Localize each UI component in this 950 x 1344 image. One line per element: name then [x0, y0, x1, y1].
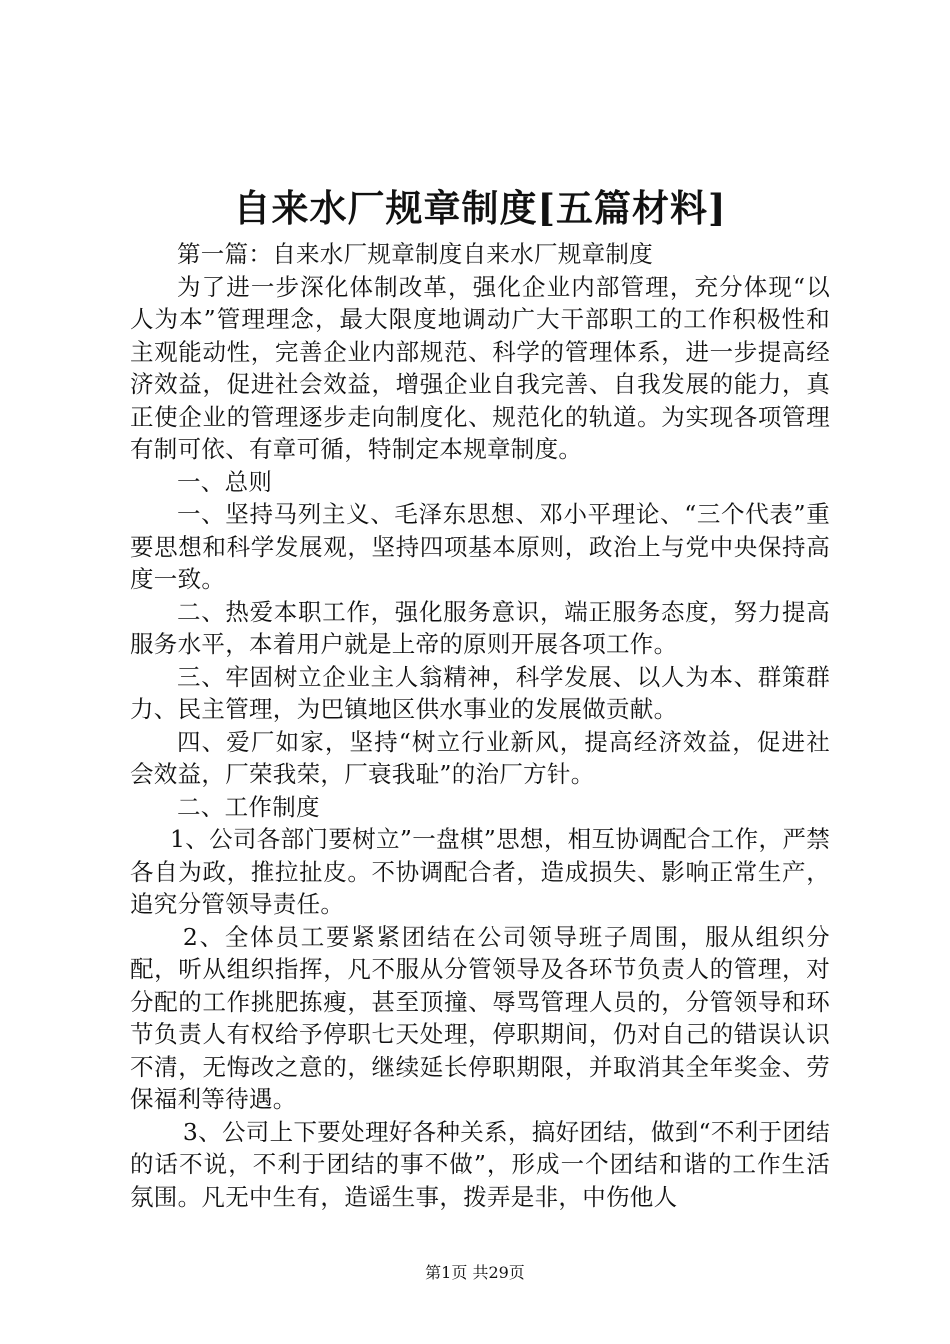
document-body — [130, 238, 830, 1213]
work-rule-2: 2、全体员工要紧紧团结在公司领导班子周围，服从组织分配，听从组织指挥，凡不服从分管领导及各环节负责人的管理，对分配的工作挑肥拣瘦，甚至顶撞、辱骂管理人员的，分管领导和环节负责人有权给予停职七天处理，停职期间，仍对自己的错误认识不清，无悔改之意的，继续延长停职期限，并取消其全年奖金、劳保福利等待遇。 — [130, 922, 830, 1113]
general-item-3: 三、牢固树立企业主人翁精神，科学发展、以人为本、群策群力、民主管理，为巴镇地区供水事业的发展做贡献。 — [130, 662, 830, 723]
section-heading-work-rules: 二、工作制度 — [177, 792, 320, 821]
section-heading-part-one: 第一篇：自来水厂规章制度自来水厂规章制度 — [177, 240, 653, 268]
work-rule-3: 3、公司上下要处理好各种关系，搞好团结，做到“不利于团结的话不说，不利于团结的事不做”，形成一个团结和谐的工作生活氛围。凡无中生有，造谣生事，拨弄是非，中伤他人 — [130, 1117, 830, 1211]
section-heading-general: 一、总则 — [177, 467, 273, 496]
general-item-1: 一、坚持马列主义、毛泽东思想、邓小平理论、“三个代表”重要思想和科学发展观，坚持四项基本原则，政治上与党中央保持高度一致。 — [130, 500, 830, 593]
page-number-footer: 第1页 共29页 — [425, 1263, 525, 1282]
general-item-4: 四、爱厂如家，坚持“树立行业新风，提高经济效益，促进社会效益，厂荣我荣，厂衰我耻”的治厂方针。 — [130, 727, 830, 788]
general-item-2: 二、热爱本职工作，强化服务意识，端正服务态度，努力提高服务水平，本着用户就是上帝的原则开展各项工作。 — [130, 597, 830, 658]
intro-paragraph: 为了进一步深化体制改革，强化企业内部管理，充分体现“以人为本”管理理念，最大限度地调动广大干部职工的工作积极性和主观能动性，完善企业内部规范、科学的管理体系，进一步提高经济效益，促进社会效益，增强企业自我完善、自我发展的能力，真正使企业的管理逐步走向制度化、规范化的轨道。为实现各项管理有制可依、有章可循，特制定本规章制度。 — [130, 272, 830, 463]
document-title: 自来水厂规章制度[五篇材料] — [233, 186, 727, 230]
work-rule-1: 1、公司各部门要树立”一盘棋”思想，相互协调配合工作，严禁各自为政，推拉扯皮。不协调配合者，造成损失、影响正常生产，追究分管领导责任。 — [130, 825, 830, 918]
